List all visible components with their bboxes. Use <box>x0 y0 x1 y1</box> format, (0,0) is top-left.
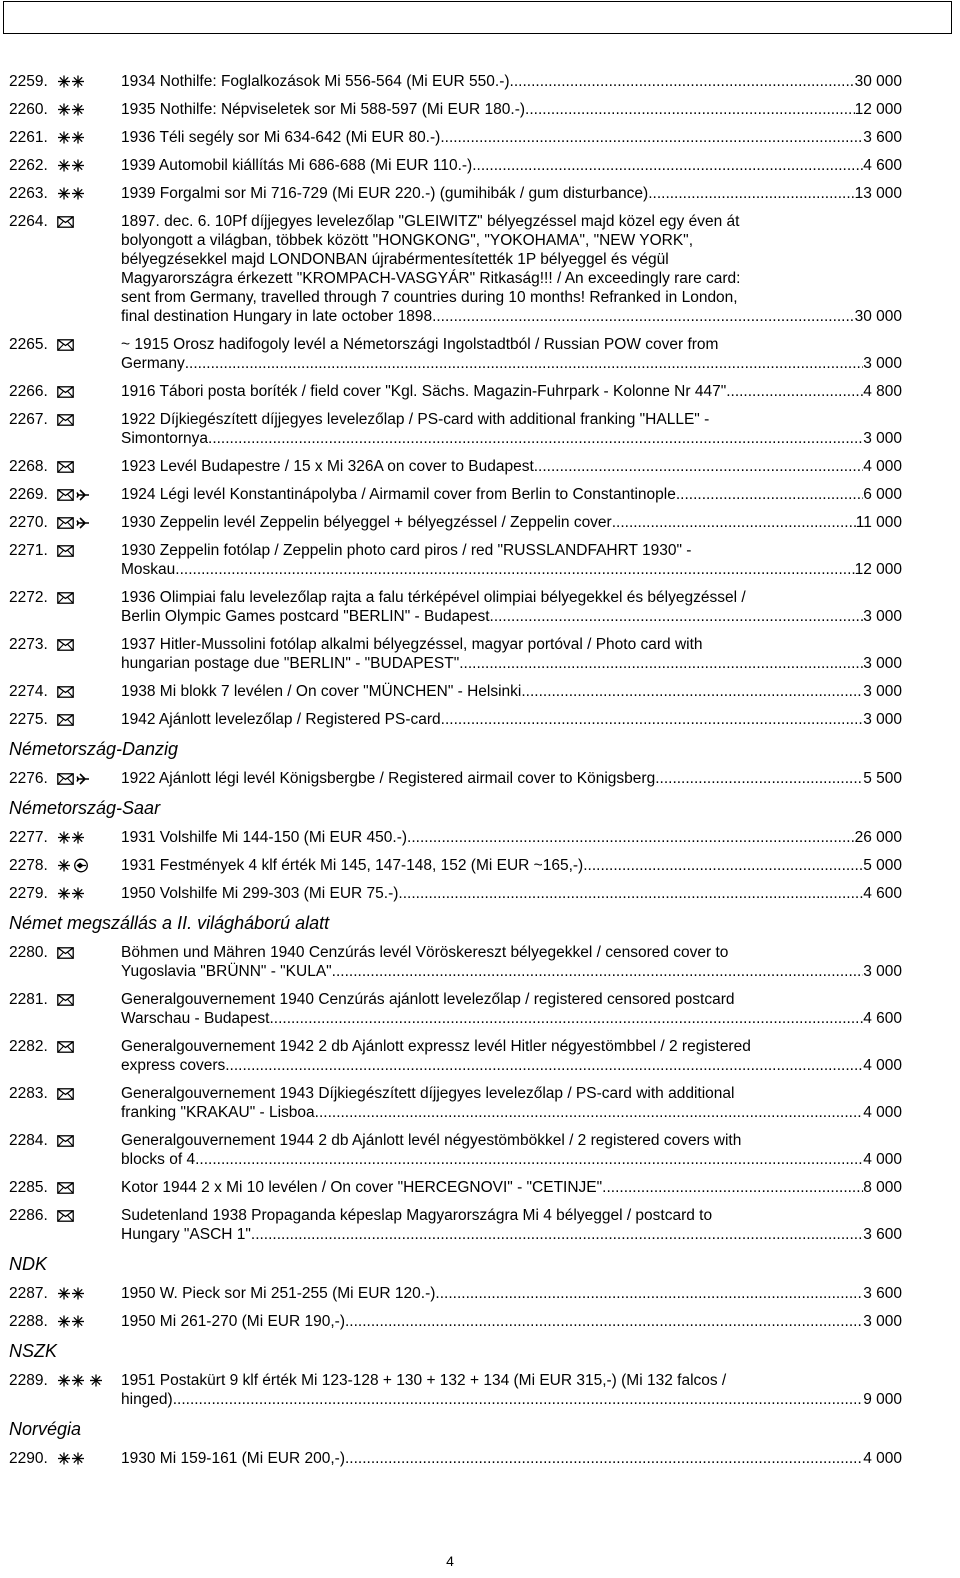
condition-symbols <box>57 1449 121 1468</box>
description-line: Germany <box>121 355 185 372</box>
lot-number: 2280. <box>9 944 48 961</box>
lot-entry <box>9 184 902 203</box>
airmail-icon <box>76 772 90 786</box>
lot-number: 2274. <box>9 683 48 700</box>
lot-number: 2264. <box>9 213 48 230</box>
envelope-icon <box>57 414 74 426</box>
lot-number: 2268. <box>9 458 48 475</box>
lot-description <box>121 635 902 673</box>
lot-entry <box>9 513 902 532</box>
description-line: bolyongott a világban, többek között "HONGKONG", "YOKOHAMA", "NEW YORK", <box>121 232 693 249</box>
used-icon <box>73 858 89 873</box>
lot-entry <box>9 588 902 626</box>
lot-number: 2262. <box>9 157 48 174</box>
leader-dots <box>612 513 856 532</box>
leader-dots <box>534 457 863 476</box>
description-line: Generalgouvernement 1944 2 db Ajánlott levél négyestömbökkel / 2 registered covers with <box>121 1132 742 1149</box>
envelope-icon <box>57 1041 74 1053</box>
lot-description <box>121 457 902 476</box>
lot-price: 3 000 <box>863 608 902 625</box>
condition-symbols <box>57 856 121 875</box>
lot-entry <box>9 884 902 903</box>
condition-symbols <box>57 485 121 504</box>
description-line: final destination Hungary in late october 1898. <box>121 308 437 325</box>
lot-number: 2282. <box>9 1038 48 1055</box>
condition-symbols <box>57 1312 121 1331</box>
envelope-icon <box>57 545 74 557</box>
description-line: franking "KRAKAU" - Lisboa <box>121 1104 315 1121</box>
lot-entry <box>9 212 902 326</box>
envelope-icon <box>57 1135 74 1147</box>
lot-number: 2272. <box>9 589 48 606</box>
envelope-icon <box>57 517 74 529</box>
description-line: 1936 Olimpiai falu levelezőlap rajta a falu térképével olimpiai bélyegekkel és bélyegzéssel / <box>121 589 746 606</box>
lot-description <box>121 382 902 401</box>
lot-number: 2288. <box>9 1313 48 1330</box>
description-line: Generalgouvernement 1943 Díjkiegészített díjjegyes levelezőlap / PS-card with additional <box>121 1085 735 1102</box>
lot-price: 3 000 <box>863 711 902 728</box>
leader-dots <box>440 128 863 147</box>
lot-number: 2281. <box>9 991 48 1008</box>
leader-dots <box>175 560 854 579</box>
lot-entry <box>9 1178 902 1197</box>
description-line: blocks of 4 <box>121 1151 196 1168</box>
envelope-icon <box>57 1182 74 1194</box>
hinged-icon <box>57 859 71 872</box>
condition-symbols <box>57 884 121 903</box>
lot-price: 4 000 <box>863 1151 902 1168</box>
leader-dots <box>676 485 863 504</box>
lot-description <box>121 682 902 701</box>
condition-symbols <box>57 541 121 560</box>
lot-price: 3 000 <box>863 683 902 700</box>
condition-symbols <box>57 1084 121 1103</box>
lot-entry <box>9 828 902 847</box>
lot-price: 30 000 <box>854 308 902 325</box>
mint-icon <box>57 103 87 116</box>
leader-dots <box>208 429 863 448</box>
lot-description <box>121 100 902 119</box>
description-line: 1931 Festmények 4 klf érték Mi 145, 147-148, 152 (Mi EUR ~165,-) <box>121 857 584 874</box>
leader-dots <box>251 1225 863 1244</box>
lot-number: 2290. <box>9 1450 48 1467</box>
lot-number: 2278. <box>9 857 48 874</box>
description-line: 1931 Volshilfe Mi 144-150 (Mi EUR 450.-) <box>121 829 408 846</box>
lot-number: 2286. <box>9 1207 48 1224</box>
lot-entry <box>9 682 902 701</box>
lot-price: 4 000 <box>863 1104 902 1121</box>
lot-number: 2287. <box>9 1285 48 1302</box>
lot-entry <box>9 335 902 373</box>
lot-number: 2260. <box>9 101 48 118</box>
lot-description <box>121 1206 902 1244</box>
hinged-icon <box>89 1374 103 1387</box>
lot-description <box>121 212 902 326</box>
condition-symbols <box>57 212 121 231</box>
lot-number: 2270. <box>9 514 48 531</box>
condition-symbols <box>57 184 121 203</box>
description-line: 1935 Nothilfe: Népviseletek sor Mi 588-597 (Mi EUR 180.-) <box>121 101 526 118</box>
description-line: ~ 1915 Orosz hadifogoly levél a Németországi Ingolstadtból / Russian POW cover from <box>121 336 719 353</box>
lot-description <box>121 1284 902 1303</box>
lot-price: 4 800 <box>863 383 902 400</box>
description-line: bélyegzésekkel majd LONDONBAN újrabérmentesítették 1P bélyeggel és végül <box>121 251 669 268</box>
lot-description <box>121 943 902 981</box>
lot-description <box>121 1131 902 1169</box>
condition-symbols <box>57 1131 121 1150</box>
condition-symbols <box>57 1178 121 1197</box>
lot-price: 3 600 <box>863 1285 902 1302</box>
lot-entry <box>9 1312 902 1331</box>
description-line: 1930 Mi 159-161 (Mi EUR 200,-) <box>121 1450 345 1467</box>
lot-description <box>121 541 902 579</box>
description-line: Sudetenland 1938 Propaganda képeslap Magyarországra Mi 4 bélyeggel / postcard to <box>121 1207 713 1224</box>
description-line: 1950 Mi 261-270 (Mi EUR 190,-) <box>121 1313 345 1330</box>
envelope-icon <box>57 1210 74 1222</box>
header-box <box>3 1 952 34</box>
mint-icon <box>57 75 87 88</box>
lot-price: 12 000 <box>854 561 902 578</box>
mint-icon <box>57 187 87 200</box>
lot-entry <box>9 769 902 788</box>
lot-number: 2285. <box>9 1179 48 1196</box>
leader-dots <box>583 856 863 875</box>
lot-entry <box>9 1284 902 1303</box>
lot-entry <box>9 457 902 476</box>
condition-symbols <box>57 1371 121 1390</box>
leader-dots <box>521 682 863 701</box>
description-line: Moskau <box>121 561 176 578</box>
condition-symbols <box>57 513 121 532</box>
description-line: 1923 Levél Budapestre / 15 x Mi 326A on cover to Budapest <box>121 458 534 475</box>
description-line: 1916 Tábori posta boríték / field cover "Kgl. Sächs. Magazin-Fuhrpark - Kolonne Nr 447" <box>121 383 727 400</box>
lot-description <box>121 72 902 91</box>
description-line: Berlin Olympic Games postcard "BERLIN" - Budapest <box>121 608 490 625</box>
lot-entry <box>9 72 902 91</box>
envelope-icon <box>57 714 74 726</box>
lot-entry <box>9 990 902 1028</box>
lot-number: 2273. <box>9 636 48 653</box>
lot-price: 4 000 <box>863 1057 902 1074</box>
description-line: 1897. dec. 6. 10Pf díjjegyes levelezőlap "GLEIWITZ" bélyegzéssel majd közel egy éven át <box>121 213 740 230</box>
lot-description <box>121 588 902 626</box>
lot-description <box>121 184 902 203</box>
description-line: Warschau - Budapest <box>121 1010 270 1027</box>
lot-number: 2283. <box>9 1085 48 1102</box>
description-line: 1922 Díjkiegészített díjjegyes levelezőlap / PS-card with additional franking "HALLE" - <box>121 411 710 428</box>
lot-entry <box>9 382 902 401</box>
airmail-icon <box>76 516 90 530</box>
lot-entry <box>9 635 902 673</box>
lot-description <box>121 156 902 175</box>
lot-entry <box>9 156 902 175</box>
lot-entry <box>9 943 902 981</box>
page-number: 4 <box>446 1553 454 1569</box>
lot-description <box>121 1178 902 1197</box>
lot-number: 2271. <box>9 542 48 559</box>
lot-number: 2275. <box>9 711 48 728</box>
lot-description <box>121 769 902 788</box>
lot-price: 4 000 <box>863 1450 902 1467</box>
lot-description <box>121 410 902 448</box>
envelope-icon <box>57 773 74 785</box>
section-heading: Német megszállás a II. világháború alatt <box>9 913 330 933</box>
envelope-icon <box>57 461 74 473</box>
section-heading: NSZK <box>9 1341 58 1361</box>
lot-description <box>121 1371 902 1409</box>
description-line: 1951 Postakürt 9 klf érték Mi 123-128 + 130 + 132 + 134 (Mi EUR 315,-) (Mi 132 falcos / <box>121 1372 727 1389</box>
lot-price: 3 000 <box>863 655 902 672</box>
lot-number: 2267. <box>9 411 48 428</box>
leader-dots <box>398 884 863 903</box>
lot-price: 4 600 <box>863 885 902 902</box>
description-line: Böhmen und Mähren 1940 Cenzúrás levél Vöröskereszt bélyegekkel / censored cover to <box>121 944 729 961</box>
leader-dots <box>472 156 863 175</box>
leader-dots <box>435 1284 863 1303</box>
lot-entry <box>9 1371 902 1409</box>
lot-price: 3 000 <box>863 963 902 980</box>
leader-dots <box>195 1150 863 1169</box>
description-line: Magyarországra érkezett "KROMPACH-VASGYÁR" Ritkaság!!! / An exceedingly rare card: <box>121 270 741 287</box>
condition-symbols <box>57 710 121 729</box>
mint-icon <box>57 131 87 144</box>
lot-price: 12 000 <box>854 101 902 118</box>
lot-number: 2284. <box>9 1132 48 1149</box>
lot-description <box>121 128 902 147</box>
description-line: 1934 Nothilfe: Foglalkozások Mi 556-564 (Mi EUR 550.-) <box>121 73 510 90</box>
leader-dots <box>726 382 863 401</box>
section-heading: Németország-Danzig <box>9 739 179 759</box>
leader-dots <box>269 1009 863 1028</box>
lot-description <box>121 1312 902 1331</box>
lot-price: 3 000 <box>863 355 902 372</box>
lot-description <box>121 990 902 1028</box>
lot-number: 2276. <box>9 770 48 787</box>
lot-entry <box>9 1037 902 1075</box>
lot-entry <box>9 1449 902 1468</box>
condition-symbols <box>57 635 121 654</box>
mint-icon <box>57 1315 87 1328</box>
lot-price: 3 600 <box>863 129 902 146</box>
description-line: Hungary "ASCH 1" <box>121 1226 251 1243</box>
condition-symbols <box>57 1206 121 1225</box>
description-line: 1939 Automobil kiállítás Mi 686-688 (Mi EUR 110.-) <box>121 157 473 174</box>
condition-symbols <box>57 335 121 354</box>
lot-entry <box>9 128 902 147</box>
lot-price: 11 000 <box>855 514 902 531</box>
lot-price: 6 000 <box>863 486 902 503</box>
condition-symbols <box>57 943 121 962</box>
envelope-icon <box>57 947 74 959</box>
description-line: sent from Germany, travelled through 7 countries during 10 months! Refranked in London, <box>121 289 738 306</box>
lot-entry <box>9 541 902 579</box>
lot-description <box>121 1037 902 1075</box>
condition-symbols <box>57 682 121 701</box>
leader-dots <box>185 354 863 373</box>
description-line: 1939 Forgalmi sor Mi 716-729 (Mi EUR 220.-) (gumihibák / gum disturbance) <box>121 185 649 202</box>
lot-entry <box>9 410 902 448</box>
description-line: express covers <box>121 1057 226 1074</box>
lot-number: 2265. <box>9 336 48 353</box>
envelope-icon <box>57 339 74 351</box>
envelope-icon <box>57 994 74 1006</box>
description-line: 1922 Ajánlott légi levél Königsbergbe / Registered airmail cover to Königsberg <box>121 770 656 787</box>
lot-price: 4 000 <box>863 458 902 475</box>
condition-symbols <box>57 1284 121 1303</box>
lot-price: 13 000 <box>854 185 902 202</box>
lot-price: 3 000 <box>863 1313 902 1330</box>
lot-description <box>121 884 902 903</box>
leader-dots <box>173 1390 863 1409</box>
section-heading: Németország-Saar <box>9 798 161 818</box>
condition-symbols <box>57 156 121 175</box>
lot-entry <box>9 1084 902 1122</box>
leader-dots <box>345 1312 863 1331</box>
lot-number: 2266. <box>9 383 48 400</box>
leader-dots <box>332 962 864 981</box>
leader-dots <box>459 654 863 673</box>
description-line: 1950 W. Pieck sor Mi 251-255 (Mi EUR 120.-) <box>121 1285 436 1302</box>
lot-price: 4 600 <box>863 157 902 174</box>
leader-dots <box>525 100 855 119</box>
condition-symbols <box>57 382 121 401</box>
lot-price: 5 000 <box>863 857 902 874</box>
mint-icon <box>57 1452 87 1465</box>
mint-icon <box>57 831 87 844</box>
lot-price: 5 500 <box>863 770 902 787</box>
lot-entry <box>9 485 902 504</box>
lot-price: 9 000 <box>863 1391 902 1408</box>
lot-number: 2289. <box>9 1372 48 1389</box>
description-line: Generalgouvernement 1940 Cenzúrás ajánlott levelezőlap / registered censored postcard <box>121 991 735 1008</box>
description-line: 1950 Volshilfe Mi 299-303 (Mi EUR 75.-) <box>121 885 399 902</box>
leader-dots <box>602 1178 863 1197</box>
description-line: 1930 Zeppelin fotólap / Zeppelin photo card piros / red "RUSSLANDFAHRT 1930" - <box>121 542 692 559</box>
description-line: hungarian postage due "BERLIN" - "BUDAPEST" <box>121 655 460 672</box>
condition-symbols <box>57 828 121 847</box>
leader-dots <box>436 307 854 326</box>
lot-entry <box>9 1131 902 1169</box>
leader-dots <box>407 828 855 847</box>
catalog-list <box>9 72 902 1477</box>
lot-number: 2269. <box>9 486 48 503</box>
condition-symbols <box>57 72 121 91</box>
leader-dots <box>510 72 855 91</box>
condition-symbols <box>57 410 121 429</box>
mint-icon <box>57 1374 87 1387</box>
section-heading: NDK <box>9 1254 48 1274</box>
envelope-icon <box>57 592 74 604</box>
leader-dots <box>315 1103 864 1122</box>
lot-description <box>121 856 902 875</box>
lot-entry <box>9 710 902 729</box>
lot-price: 26 000 <box>854 829 902 846</box>
envelope-icon <box>57 686 74 698</box>
description-line: 1942 Ajánlott levelezőlap / Registered PS-card <box>121 711 441 728</box>
condition-symbols <box>57 990 121 1009</box>
leader-dots <box>490 607 864 626</box>
description-line: Generalgouvernement 1942 2 db Ajánlott expressz levél Hitler négyestömbbel / 2 registered <box>121 1038 751 1055</box>
condition-symbols <box>57 457 121 476</box>
lot-description <box>121 485 902 504</box>
airmail-icon <box>76 488 90 502</box>
lot-number: 2277. <box>9 829 48 846</box>
lot-number: 2259. <box>9 73 48 90</box>
mint-icon <box>57 1287 87 1300</box>
description-line: 1930 Zeppelin levél Zeppelin bélyeggel + bélyegzéssel / Zeppelin cover <box>121 514 612 531</box>
description-line: 1937 Hitler-Mussolini fotólap alkalmi bélyegzéssel, magyar portóval / Photo card with <box>121 636 703 653</box>
envelope-icon <box>57 386 74 398</box>
leader-dots <box>655 769 863 788</box>
lot-price: 30 000 <box>854 73 902 90</box>
lot-entry <box>9 856 902 875</box>
lot-description <box>121 335 902 373</box>
description-line: hinged) <box>121 1391 173 1408</box>
description-line: 1936 Téli segély sor Mi 634-642 (Mi EUR 80.-) <box>121 129 441 146</box>
leader-dots <box>648 184 854 203</box>
condition-symbols <box>57 588 121 607</box>
envelope-icon <box>57 639 74 651</box>
lot-price: 3 600 <box>863 1226 902 1243</box>
condition-symbols <box>57 769 121 788</box>
envelope-icon <box>57 1088 74 1100</box>
lot-description <box>121 710 902 729</box>
description-line: Kotor 1944 2 x Mi 10 levélen / On cover "HERCEGNOVI" - "CETINJE" <box>121 1179 603 1196</box>
condition-symbols <box>57 128 121 147</box>
lot-entry <box>9 1206 902 1244</box>
description-line: 1938 Mi blokk 7 levélen / On cover "MÜNCHEN" - Helsinki <box>121 683 522 700</box>
description-line: Yugoslavia "BRÜNN" - "KULA" <box>121 963 332 980</box>
lot-number: 2261. <box>9 129 48 146</box>
lot-description <box>121 513 902 532</box>
leader-dots <box>345 1449 863 1468</box>
description-line: Simontornya <box>121 430 209 447</box>
mint-icon <box>57 887 87 900</box>
description-line: 1924 Légi levél Konstantinápolyba / Airmamil cover from Berlin to Constantinople <box>121 486 676 503</box>
envelope-icon <box>57 489 74 501</box>
condition-symbols <box>57 100 121 119</box>
lot-price: 3 000 <box>863 430 902 447</box>
lot-description <box>121 828 902 847</box>
lot-entry <box>9 100 902 119</box>
condition-symbols <box>57 1037 121 1056</box>
leader-dots <box>441 710 864 729</box>
section-heading: Norvégia <box>9 1419 82 1439</box>
envelope-icon <box>57 216 74 228</box>
lot-number: 2279. <box>9 885 48 902</box>
leader-dots <box>225 1056 863 1075</box>
lot-price: 4 600 <box>863 1010 902 1027</box>
mint-icon <box>57 159 87 172</box>
lot-description <box>121 1449 902 1468</box>
lot-price: 8 000 <box>863 1179 902 1196</box>
lot-number: 2263. <box>9 185 48 202</box>
lot-description <box>121 1084 902 1122</box>
